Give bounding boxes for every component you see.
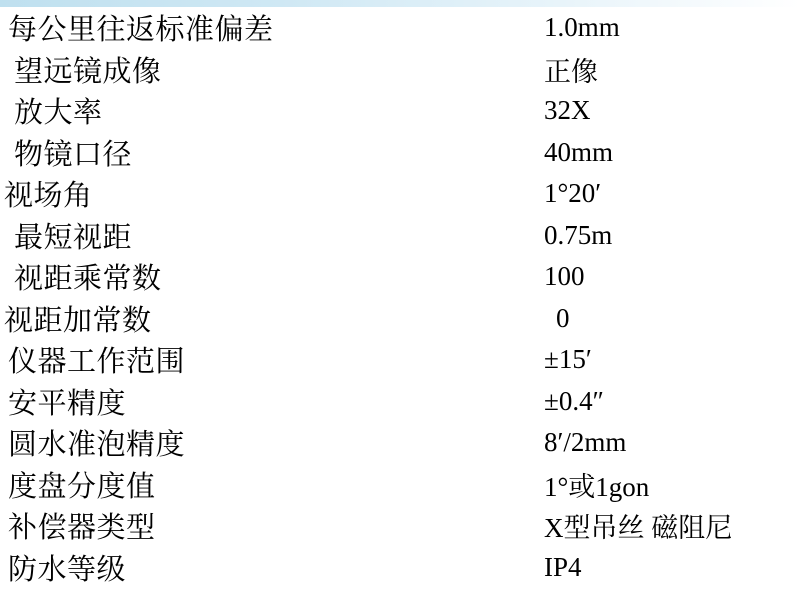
table-row [0, 339, 800, 381]
spec-label: 圆水准泡精度 [8, 429, 186, 462]
spec-value: X型吊丝 磁阻尼 [544, 513, 733, 544]
spec-label: 放大率 [14, 97, 103, 130]
table-row [0, 298, 800, 340]
table-row [0, 7, 800, 49]
spec-value: ±0.4″ [544, 385, 604, 416]
spec-label: 仪器工作范围 [8, 346, 186, 379]
spec-value: 1.0mm [544, 12, 620, 43]
table-row [0, 215, 800, 257]
table-row [0, 464, 800, 506]
spec-label: 度盘分度值 [8, 470, 156, 503]
header-accent-bar [0, 0, 800, 7]
spec-label: 安平精度 [8, 387, 127, 420]
spec-label: 望远镜成像 [14, 55, 162, 88]
spec-label: 物镜口径 [14, 138, 133, 171]
spec-label: 防水等级 [8, 553, 127, 586]
spec-value: 40mm [544, 136, 614, 167]
spec-label: 每公里往返标准偏差 [8, 14, 274, 47]
table-row [0, 90, 800, 132]
specification-table-body [0, 7, 800, 588]
spec-label: 视距加常数 [4, 304, 152, 337]
spec-value: 8′/2mm [544, 427, 627, 458]
table-row [0, 49, 800, 91]
table-row [0, 422, 800, 464]
table-row [0, 132, 800, 174]
spec-value: 正像 [544, 56, 598, 87]
spec-value: 100 [544, 261, 585, 292]
spec-value: 1°或1gon [544, 471, 650, 502]
spec-value: 0 [556, 302, 570, 333]
table-row [0, 547, 800, 589]
spec-value: 32X [544, 95, 591, 126]
spec-value: ±15′ [544, 344, 592, 375]
spec-value: IP4 [544, 551, 582, 582]
spec-label: 视距乘常数 [14, 263, 162, 296]
spec-label: 最短视距 [14, 221, 133, 254]
specification-table [0, 7, 800, 588]
table-row [0, 256, 800, 298]
table-row [0, 173, 800, 215]
spec-value: 0.75m [544, 219, 613, 250]
table-row [0, 381, 800, 423]
table-row [0, 505, 800, 547]
spec-value: 1°20′ [544, 178, 602, 209]
spec-label: 视场角 [4, 180, 93, 213]
spec-label: 补偿器类型 [8, 512, 156, 545]
